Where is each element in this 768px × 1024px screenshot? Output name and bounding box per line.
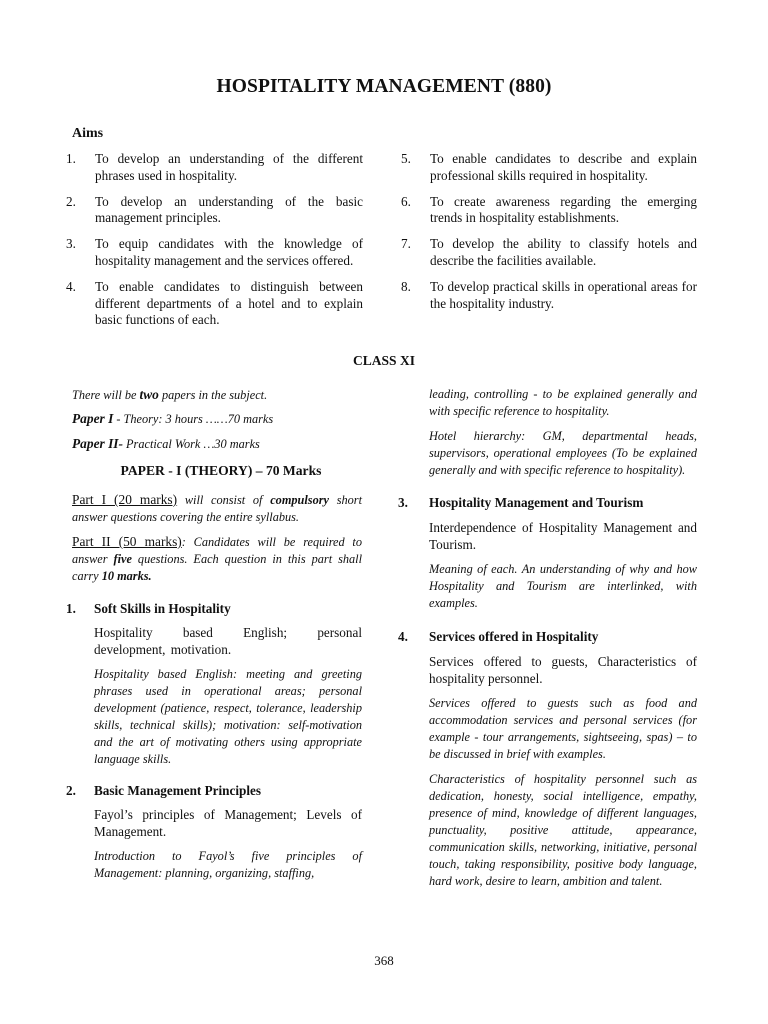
aim-text: To create awareness regarding the emerging trends in hospitality establishments. [430, 193, 697, 226]
aim-text: To enable candidates to describe and explain professional skills required in hospitality. [430, 151, 697, 183]
aim-text: To equip candidates with the knowledge of hospitality management and the services offered. [95, 236, 363, 268]
aim-text: To enable candidates to distinguish between different departments of a hotel and to explain basic functions of each. [95, 279, 363, 328]
aim-item [401, 151, 697, 184]
aim-number: 4. [66, 279, 76, 295]
section-1-summary: Hospitality based English; personal development, motivation. [94, 625, 362, 657]
aim-number: 3. [66, 236, 76, 252]
page-number: 368 [374, 953, 394, 968]
aim-item [66, 151, 363, 184]
section-2-summary: Fayol’s principles of Management; Levels of Management. [94, 807, 362, 839]
aim-item [401, 279, 697, 312]
aim-number: 5. [401, 151, 411, 166]
aim-text: To develop the ability to classify hotels and describe the facilities available. [430, 236, 697, 268]
aim-item [66, 236, 363, 269]
section-2-heading: 2. Basic Management Principles [66, 783, 262, 798]
aim-number: 8. [401, 279, 411, 295]
aim-item [401, 194, 697, 227]
aims-list-right [401, 151, 697, 322]
content-column-left [66, 386, 363, 882]
aim-number: 2. [66, 193, 76, 209]
section-1-detail: Hospitality based English: meeting and greeting phrases used in operational areas; personal development (patience, respect, tolerance, leadership skills, technical skills); motivation: self-motivation and the art of motivating others using appropriate language skills. [94, 667, 362, 766]
aim-number: 7. [401, 236, 411, 252]
aims-list-left [66, 151, 363, 338]
section-2-detail-continued: leading, controlling - to be explained generally and with specific reference to hospitality. [429, 387, 697, 418]
part-1-description: Part I (20 marks) will consist of compulsory short answer questions covering the entire syllabus. [72, 492, 363, 524]
class-title: CLASS XI [353, 353, 415, 368]
aim-text: To develop an understanding of the different phrases used in hospitality. [95, 151, 363, 183]
aims-heading: Aims [72, 126, 104, 141]
aim-item [66, 279, 363, 329]
section-1-body [72, 624, 362, 768]
section-2-body [72, 806, 362, 882]
section-4-detail: Services offered to guests such as food and accommodation services and personal services (for example - tour arrangements, sightseeing, spas) – to be discussed in brief with examples. [429, 696, 697, 761]
page-title: HOSPITALITY MANAGEMENT (880) [216, 76, 552, 97]
section-3-detail: Meaning of each. An understanding of why and how Hospitality and Tourism are interlinked, with examples. [429, 562, 697, 610]
paper-2-line: Paper II- Practical Work …30 marks [72, 436, 260, 451]
paper-1-line: Paper I - Theory: 3 hours ……70 marks [72, 411, 274, 426]
section-1-heading: 1. Soft Skills in Hospitality [66, 601, 231, 616]
aim-number: 6. [401, 193, 411, 209]
content-column-right [398, 386, 697, 890]
section-4-characteristics: Characteristics of hospitality personnel such as dedication, honesty, social intelligence, empathy, presence of mind, knowledge of different languages, punctuality, positive attitude, appearance, communication skills, networking, initiative, personal touch, taking responsibility, positive body language, hard work, desire to learn, ambition and talent. [429, 772, 697, 888]
aim-number: 1. [66, 151, 76, 166]
aim-text: To develop an understanding of the basic management principles. [95, 193, 363, 226]
section-3-summary: Interdependence of Hospitality Management and Tourism. [429, 520, 697, 552]
section-4-heading: 4. Services offered in Hospitality [398, 629, 599, 644]
aim-item [66, 194, 363, 227]
section-2-hierarchy: Hotel hierarchy: GM, departmental heads, supervisors, operational employees (To be explained generally and with specific reference to hospitality). [429, 429, 697, 477]
papers-intro: There will be two papers in the subject. [72, 387, 268, 402]
section-3-heading: 3. Hospitality Management and Tourism [398, 495, 644, 510]
paper-heading: PAPER - I (THEORY) – 70 Marks [120, 463, 322, 478]
aim-item [401, 236, 697, 269]
section-2-detail-start: Introduction to Fayol’s five principles of Management: planning, organizing, staffing, [94, 849, 362, 880]
section-4-summary: Services offered to guests, Characteristics of hospitality personnel. [429, 654, 697, 686]
aim-text: To develop practical skills in operational areas for the hospitality industry. [430, 279, 697, 311]
part-2-description: Part II (50 marks): Candidates will be required to answer five questions. Each question in this part shall carry 10 marks. [72, 534, 363, 583]
